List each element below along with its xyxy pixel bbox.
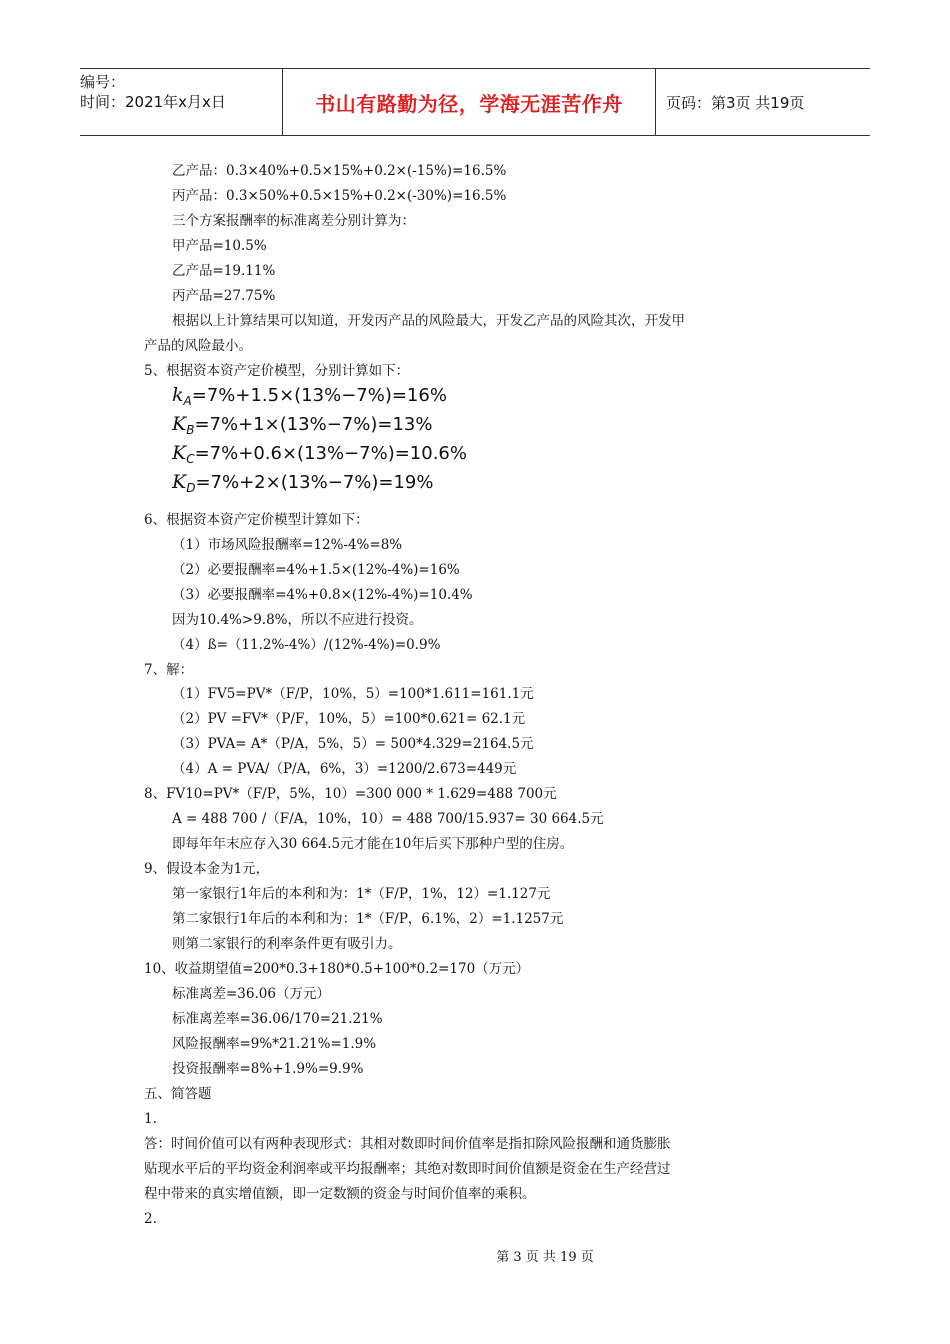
text-line: 即每年年末应存入30 664.5元才能在10年后买下那种户型的住房。 bbox=[172, 836, 574, 852]
text-line: 标准离差=36.06（万元） bbox=[172, 986, 330, 1002]
text-line: 7、解： bbox=[144, 662, 194, 678]
text-line: 风险报酬率=9%*21.21%=1.9% bbox=[172, 1036, 377, 1052]
text-line: 贴现水平后的平均资金利润率或平均报酬率；其绝对数即时间价值额是资金在生产经营过 bbox=[144, 1161, 671, 1177]
text-line: （4）ß=（11.2%-4%）/(12%-4%)=0.9% bbox=[172, 637, 441, 653]
section-heading: 五、简答题 bbox=[144, 1086, 212, 1102]
formula-expression: =7%+1.5×(13%−7%)=16% bbox=[191, 385, 447, 406]
formula-symbol: K bbox=[172, 442, 187, 464]
text-line: 产品的风险最小。 bbox=[144, 338, 252, 354]
text-line: （4）A = PVA/（P/A，6%，3）=1200/2.673=449元 bbox=[172, 761, 517, 777]
formula-expression: =7%+2×(13%−7%)=19% bbox=[195, 472, 434, 493]
text-line: （1）FV5=PV*（F/P，10%，5）=100*1.611=161.1元 bbox=[172, 686, 534, 702]
text-line: 2. bbox=[144, 1211, 157, 1227]
formula-kb bbox=[172, 412, 432, 442]
formula-subscript: D bbox=[186, 481, 196, 495]
text-line: （2）必要报酬率=4%+1.5×(12%-4%)=16% bbox=[172, 562, 460, 578]
formula-ka bbox=[172, 383, 447, 413]
text-line: 第二家银行1年后的本利和为：1*（F/P，6.1%，2）=1.1257元 bbox=[172, 911, 564, 927]
text-line: 根据以上计算结果可以知道，开发丙产品的风险最大，开发乙产品的风险其次，开发甲 bbox=[172, 313, 685, 329]
number-label: 编号： bbox=[80, 73, 126, 91]
formula-expression: =7%+0.6×(13%−7%)=10.6% bbox=[194, 443, 467, 464]
formula-subscript: C bbox=[186, 452, 195, 466]
text-line: （2）PV =FV*（P/F，10%，5）=100*0.621= 62.1元 bbox=[172, 711, 526, 727]
formula-kc bbox=[172, 441, 467, 471]
header-table bbox=[80, 68, 870, 136]
text-line: 投资报酬率=8%+1.9%=9.9% bbox=[172, 1061, 364, 1077]
text-line: 答：时间价值可以有两种表现形式：其相对数即时间价值率是指扣除风险报酬和通货膨胀 bbox=[144, 1136, 671, 1152]
text-line: （1）市场风险报酬率=12%-4%=8% bbox=[172, 537, 403, 553]
text-line: A = 488 700 /（F/A，10%，10）= 488 700/15.937= 30 664.5元 bbox=[172, 811, 604, 827]
text-line: 6、根据资本资产定价模型计算如下： bbox=[144, 512, 369, 528]
formula-symbol: K bbox=[172, 471, 187, 493]
text-line: 则第二家银行的利率条件更有吸引力。 bbox=[172, 936, 402, 952]
text-line: 9、假设本金为1元， bbox=[144, 861, 270, 877]
formula-subscript: B bbox=[186, 423, 195, 437]
header-motto: 书山有路勤为径，学海无涯苦作舟 bbox=[282, 69, 656, 135]
text-line: 丙产品：0.3×50%+0.5×15%+0.2×(-30%)=16.5% bbox=[172, 188, 507, 204]
text-line: 1. bbox=[144, 1111, 157, 1127]
header-left-cell bbox=[80, 69, 282, 135]
text-line: 5、根据资本资产定价模型，分别计算如下： bbox=[144, 363, 410, 379]
text-line: 10、收益期望值=200*0.3+180*0.5+100*0.2=170（万元） bbox=[144, 961, 530, 977]
header-page-label: 页码：第3页 共19页 bbox=[666, 93, 805, 112]
text-line: 因为10.4%>9.8%，所以不应进行投资。 bbox=[172, 612, 423, 628]
text-line: 8、FV10=PV*（F/P，5%，10）=300 000 * 1.629=488 700元 bbox=[144, 786, 557, 802]
formula-symbol: K bbox=[172, 413, 187, 435]
text-line: 丙产品=27.75% bbox=[172, 288, 276, 304]
text-line: 三个方案报酬率的标准离差分别计算为： bbox=[172, 213, 415, 229]
page-footer: 第 3 页 共 19 页 bbox=[496, 1250, 594, 1265]
formula-expression: =7%+1×(13%−7%)=13% bbox=[194, 414, 433, 435]
text-line: （3）PVA= A*（P/A，5%，5）= 500*4.329=2164.5元 bbox=[172, 736, 534, 752]
text-line: 程中带来的真实增值额，即一定数额的资金与时间价值率的乘积。 bbox=[144, 1186, 536, 1202]
formula-symbol: k bbox=[172, 384, 184, 406]
text-line: 乙产品：0.3×40%+0.5×15%+0.2×(-15%)=16.5% bbox=[172, 163, 507, 179]
text-line: 第一家银行1年后的本利和为：1*（F/P，1%，12）=1.127元 bbox=[172, 886, 551, 902]
formula-subscript: A bbox=[183, 394, 192, 408]
formula-kd bbox=[172, 470, 434, 500]
text-line: （3）必要报酬率=4%+0.8×(12%-4%)=10.4% bbox=[172, 587, 473, 603]
text-line: 标准离差率=36.06/170=21.21% bbox=[172, 1011, 383, 1027]
text-line: 乙产品=19.11% bbox=[172, 263, 276, 279]
time-label: 时间：2021年x月x日 bbox=[80, 93, 226, 111]
text-line: 甲产品=10.5% bbox=[172, 238, 267, 254]
